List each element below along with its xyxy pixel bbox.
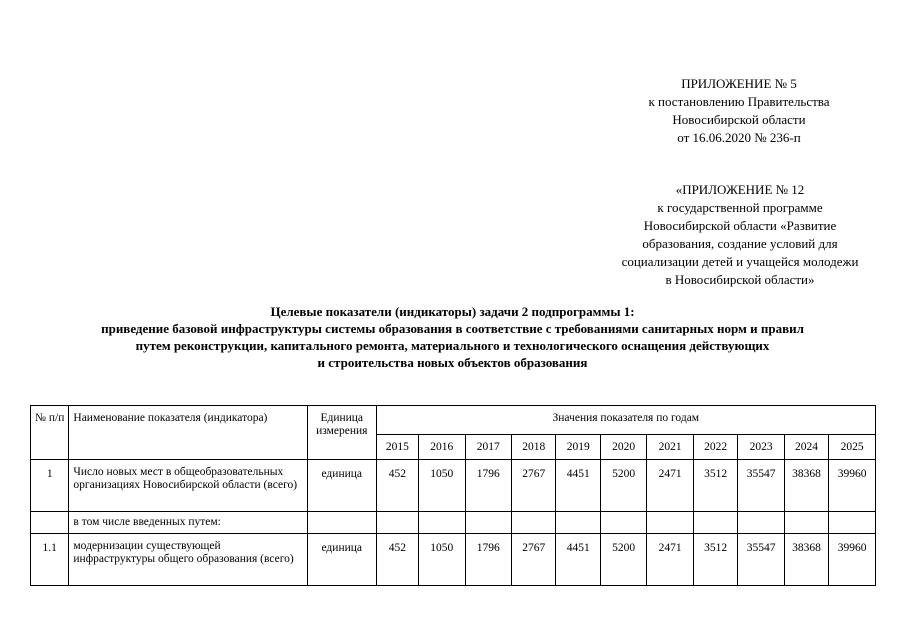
row-value: 2471: [647, 460, 693, 512]
row-value: [647, 512, 693, 534]
document-heading: [0, 303, 905, 371]
heading-line: приведение базовой инфраструктуры системы образования в соответствие с требованиями санитарных норм и правил: [101, 321, 804, 336]
row-value: 2767: [512, 534, 556, 586]
heading-line: Целевые показатели (индикаторы) задачи 2 подпрограммы 1:: [270, 304, 635, 319]
heading-line: и строительства новых объектов образования: [317, 355, 588, 370]
row-value: 1796: [465, 460, 511, 512]
row-indicator-name: Число новых мест в общеобразовательных организациях Новосибирской области (всего): [69, 460, 308, 512]
appendix-main-header: [604, 75, 874, 147]
row-value: 5200: [600, 534, 646, 586]
header-name: Наименование показателя (индикатора): [69, 406, 308, 460]
appendix-line: Новосибирской области «Развитие: [643, 218, 837, 233]
row-value: 4451: [556, 460, 600, 512]
row-value: [512, 512, 556, 534]
row-value: 1050: [419, 460, 465, 512]
row-value: 1050: [419, 534, 465, 586]
table-row: [31, 534, 876, 586]
row-value: 35547: [738, 460, 784, 512]
row-value: [419, 512, 465, 534]
year-header: 2019: [556, 435, 600, 460]
row-value: [465, 512, 511, 534]
row-indicator-name: модернизации существующей инфраструктуры общего образования (всего): [69, 534, 308, 586]
row-unit: [307, 512, 376, 534]
appendix-line: в Новосибирской области»: [665, 272, 815, 287]
appendix-program-header: [590, 181, 890, 289]
row-value: [600, 512, 646, 534]
row-value: 38368: [784, 460, 828, 512]
year-header: 2022: [693, 435, 737, 460]
row-value: 35547: [738, 534, 784, 586]
row-value: 452: [376, 534, 418, 586]
appendix-title: «ПРИЛОЖЕНИЕ № 12: [675, 182, 805, 197]
row-value: 2767: [512, 460, 556, 512]
header-unit: Единица измерения: [307, 406, 376, 460]
row-number: 1.1: [31, 534, 69, 586]
year-header: 2015: [376, 435, 418, 460]
row-value: [784, 512, 828, 534]
row-indicator-name: в том числе введенных путем:: [69, 512, 308, 534]
row-value: [693, 512, 737, 534]
appendix-line: к государственной программе: [657, 200, 823, 215]
row-number: [31, 512, 69, 534]
row-value: [556, 512, 600, 534]
row-value: [376, 512, 418, 534]
row-number: 1: [31, 460, 69, 512]
row-value: 5200: [600, 460, 646, 512]
row-value: 3512: [693, 460, 737, 512]
header-num: № п/п: [31, 406, 69, 460]
year-header: 2018: [512, 435, 556, 460]
year-header: 2017: [465, 435, 511, 460]
appendix-line: социализации детей и учащейся молодежи: [621, 254, 859, 269]
table-row: [31, 512, 876, 534]
appendix-date: от 16.06.2020 № 236-п: [677, 130, 801, 145]
indicators-table: [30, 405, 876, 586]
row-value: 1796: [465, 534, 511, 586]
row-value: 3512: [693, 534, 737, 586]
appendix-line: к постановлению Правительства: [648, 94, 830, 109]
row-value: 39960: [829, 460, 876, 512]
appendix-line: образования, создание условий для: [642, 236, 838, 251]
row-value: [829, 512, 876, 534]
row-unit: единица: [307, 534, 376, 586]
row-value: 4451: [556, 534, 600, 586]
header-row: [31, 406, 876, 435]
header-values: Значения показателя по годам: [376, 406, 875, 435]
row-value: [738, 512, 784, 534]
year-header: 2024: [784, 435, 828, 460]
appendix-line: Новосибирской области: [672, 112, 806, 127]
table-row: [31, 460, 876, 512]
row-value: 38368: [784, 534, 828, 586]
year-header: 2016: [419, 435, 465, 460]
row-value: 2471: [647, 534, 693, 586]
year-header: 2025: [829, 435, 876, 460]
row-value: 39960: [829, 534, 876, 586]
table-body: [31, 460, 876, 586]
heading-line: путем реконструкции, капитального ремонта, материального и технологического оснащения действующих: [135, 338, 770, 353]
appendix-title: ПРИЛОЖЕНИЕ № 5: [681, 76, 797, 91]
year-header: 2021: [647, 435, 693, 460]
year-header: 2023: [738, 435, 784, 460]
row-unit: единица: [307, 460, 376, 512]
year-header: 2020: [600, 435, 646, 460]
row-value: 452: [376, 460, 418, 512]
